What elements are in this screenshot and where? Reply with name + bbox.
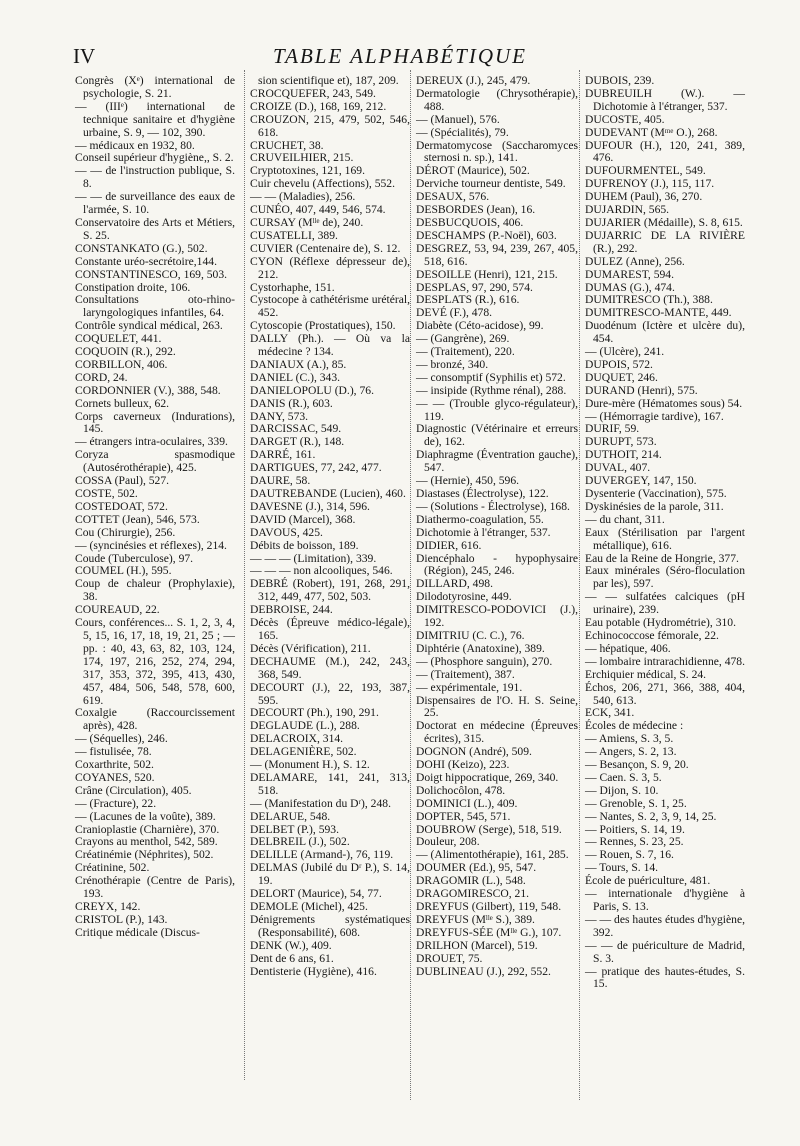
index-entry: — (Alimentothérapie), 161, 285.: [416, 848, 569, 862]
index-entry: Critique médicale (Discus-: [75, 925, 200, 939]
page-header: [0, 44, 800, 78]
index-entry: COQUOIN (R.), 292.: [75, 345, 176, 359]
index-entry: DEMOLE (Michel), 425.: [250, 900, 368, 913]
index-entry: DANIEL (C.), 343.: [250, 370, 341, 384]
index-entry: DOUMER (Ed.), 95, 547.: [416, 861, 537, 875]
index-entry: DUJARDIN, 565.: [585, 203, 670, 217]
index-entry: DIMITRESCO-PODOVICI (J.), 192.: [416, 603, 578, 630]
index-entry: Décès (Vérification), 211.: [250, 641, 371, 655]
index-entry: CONSTANTINESCO, 169, 503.: [75, 267, 228, 281]
index-entry: — — des hautes études d'hygiène, 392.: [585, 912, 745, 939]
index-entry: DAURE, 58.: [250, 474, 311, 488]
index-entry: DANIAUX (A.), 85.: [250, 357, 347, 371]
index-entry: — — de surveillance des eaux de l'armée, S. 10.: [75, 190, 235, 217]
index-entry: DAVID (Marcel), 368.: [250, 512, 356, 526]
index-entry: — (Manuel), 576.: [416, 112, 500, 126]
index-entry: CROUZON, 215, 479, 502, 546, 618.: [250, 112, 410, 139]
index-entry: Dysenterie (Vaccination), 575.: [585, 487, 727, 500]
index-entry: Constante uréo-secrétoire,144.: [75, 254, 217, 268]
index-entry: DUBLINEAU (J.), 292, 552.: [416, 964, 551, 978]
index-entry: DECOURT (Ph.), 190, 291.: [250, 706, 379, 720]
index-entry: DUJARRIC DE LA RIVIÈRE (R.), 292.: [585, 228, 745, 255]
index-entry: Cornets bulleux, 62.: [75, 396, 170, 410]
index-entry: DELAMARE, 141, 241, 313, 518.: [250, 770, 410, 797]
index-entry: DESPLATS (R.), 616.: [416, 293, 520, 307]
index-entry: DESCHAMPS (P.-Noël), 603.: [416, 228, 557, 242]
index-entry: DUFOUR (H.), 120, 241, 389, 476.: [585, 138, 745, 165]
index-entry: Dentisterie (Hygiène), 416.: [250, 964, 377, 978]
index-entry: Contrôle syndical médical, 263.: [75, 319, 223, 333]
index-entry: DESOILLE (Henri), 121, 215.: [416, 267, 558, 281]
index-entry: École de puériculture, 481.: [585, 874, 711, 888]
index-entry: Dyskinésies de la parole, 311.: [585, 499, 724, 513]
index-entry: CORD, 24.: [75, 370, 128, 384]
index-entry: DIDIER, 616.: [416, 538, 482, 552]
index-entry: DREYFUS (Gilbert), 119, 548.: [416, 900, 562, 913]
index-entry: CURSAY (Mˡˡᵉ de), 240.: [250, 215, 364, 229]
index-entry: CUSATELLI, 389.: [250, 228, 338, 242]
column-divider: [244, 70, 245, 1080]
index-entry: CUVIER (Centenaire de), S. 12.: [250, 241, 401, 255]
index-entry: DRAGOMIRESCO, 21.: [416, 887, 530, 901]
index-entry: — (IIIᵉ) international de technique sanitaire et d'hygiène urbaine, S. 9, — 102, 390.: [75, 99, 235, 139]
index-entry: — insipide (Rythme rénal), 288.: [416, 383, 567, 397]
index-entry: DESGREZ, 53, 94, 239, 267, 405, 518, 616.: [416, 241, 578, 268]
index-entry: Dilodotyrosine, 449.: [416, 590, 512, 604]
index-entry: DILLARD, 498.: [416, 577, 493, 591]
index-entry: Coryza spasmodique (Autosérothérapie), 425.: [75, 448, 235, 475]
index-entry: COYANES, 520.: [75, 770, 155, 784]
index-column-3: [416, 75, 578, 978]
index-entry: — Caen. S. 3, 5.: [585, 770, 662, 784]
index-entry: — (Phosphore sanguin), 270.: [416, 654, 553, 668]
index-entry: Cours, conférences... S. 1, 2, 3, 4, 5, 15, 16, 17, 18, 19, 21, 25 ; — pp. : 40, 43, 63, 82, 103, 124, 174, 197, 216, 252, 274, 294, 317, 353, 372, 395, 413, 430, 457, 484, 506, 548, 578, 600, 619.: [75, 616, 235, 707]
index-entry: DESBUCQUOIS, 406.: [416, 215, 524, 229]
index-entry: Dolichocôlon, 478.: [416, 783, 506, 797]
index-entry: DOGNON (André), 509.: [416, 745, 532, 759]
index-entry: DURUPT, 573.: [585, 435, 657, 449]
index-entry: COSTE, 502.: [75, 487, 138, 500]
index-entry: — Dijon, S. 10.: [585, 783, 659, 797]
index-entry: Diastases (Électrolyse), 122.: [416, 487, 549, 500]
index-entry: DEVÉ (F.), 478.: [416, 306, 493, 320]
index-entry: DARRÉ, 161.: [250, 448, 316, 462]
index-entry: Cryptotoxines, 121, 169.: [250, 164, 365, 178]
index-entry: DELAGENIÈRE, 502.: [250, 745, 357, 759]
index-entry: DANY, 573.: [250, 409, 309, 423]
index-entry: DREYFUS (Mˡˡᵉ S.), 389.: [416, 912, 535, 926]
index-entry: Eau de la Reine de Hongrie, 377.: [585, 551, 739, 565]
index-entry: DELBET (P.), 593.: [250, 822, 339, 836]
index-entry: DELMAS (Jubilé du Dʳ P.), S. 14, 19.: [250, 861, 410, 888]
index-entry: Cytoscopie (Prostatiques), 150.: [250, 319, 396, 333]
index-entry: DANIS (R.), 603.: [250, 396, 333, 410]
index-entry: — — — (Limitation), 339.: [250, 551, 377, 565]
index-entry: DUHEM (Paul), 36, 270.: [585, 190, 703, 204]
index-entry: — (Spécialités), 79.: [416, 125, 509, 139]
index-entry: COSTEDOAT, 572.: [75, 499, 168, 513]
index-entry: Diagnostic (Vétérinaire et erreurs de), 162.: [416, 422, 578, 449]
index-entry: DELILLE (Armand-), 76, 119.: [250, 848, 394, 862]
index-entry: DRILHON (Marcel), 519.: [416, 938, 538, 952]
index-entry: Consultations oto-rhino-laryngologiques infantiles, 64.: [75, 293, 235, 320]
index-entry: — — de puériculture de Madrid, S. 3.: [585, 938, 745, 965]
index-entry: — (Ulcère), 241.: [585, 345, 665, 359]
index-entry: DEREUX (J.), 245, 479.: [416, 74, 531, 87]
index-entry: — fistulisée, 78.: [75, 745, 152, 759]
index-entry: — du chant, 311.: [585, 512, 665, 526]
index-entry: — (Fracture), 22.: [75, 796, 157, 810]
index-entry: — — (Maladies), 256.: [250, 190, 356, 204]
index-entry: DARGET (R.), 148.: [250, 435, 345, 449]
index-entry: — étrangers intra-oculaires, 339.: [75, 435, 228, 449]
index-entry: Derviche tourneur dentiste, 549.: [416, 177, 566, 191]
index-entry: Cystorhaphe, 151.: [250, 280, 335, 294]
index-entry: — (Hémorragie tardive), 167.: [585, 409, 724, 423]
index-entry: DÉROT (Maurice), 502.: [416, 164, 530, 178]
index-entry: Echinococcose fémorale, 22.: [585, 628, 719, 642]
index-entry: — Amiens, S. 3, 5.: [585, 732, 674, 746]
index-entry: Dermatologie (Chrysothérapie), 488.: [416, 86, 578, 113]
index-entry: — Nantes, S. 2, 3, 9, 14, 25.: [585, 809, 717, 823]
index-entry: Diphtérie (Anatoxine), 389.: [416, 641, 545, 655]
index-entry: DUBOIS, 239.: [585, 74, 655, 87]
index-entry: — médicaux en 1932, 80.: [75, 138, 195, 152]
index-entry: DUFRENOY (J.), 115, 117.: [585, 177, 715, 191]
index-entry: — (syncinésies et réflexes), 214.: [75, 538, 227, 552]
column-divider: [579, 70, 580, 1100]
index-entry: Diaphragme (Éventration gauche), 547.: [416, 448, 578, 475]
index-entry: Corps caverneux (Indurations), 145.: [75, 409, 235, 436]
index-entry: Diathermo-coagulation, 55.: [416, 512, 544, 526]
index-entry: Cou (Chirurgie), 256.: [75, 525, 176, 539]
index-entry: — Tours, S. 14.: [585, 861, 659, 875]
column-divider: [410, 70, 411, 1100]
index-entry: Échos, 206, 271, 366, 388, 404, 540, 613.: [585, 680, 745, 707]
index-entry: CREYX, 142.: [75, 900, 141, 913]
index-entry: DUTHOIT, 214.: [585, 448, 662, 462]
index-entry: Écoles de médecine :: [585, 719, 684, 733]
index-entry: DUJARIER (Médaille), S. 8, 615.: [585, 215, 743, 229]
index-entry: Débits de boisson, 189.: [250, 538, 359, 552]
index-entry: CUNÉO, 407, 449, 546, 574.: [250, 203, 386, 217]
index-entry: DEBROISE, 244.: [250, 603, 333, 617]
index-entry: DELBREIL (J.), 502.: [250, 835, 350, 849]
index-entry: Dure-mère (Hématomes sous) 54.: [585, 396, 743, 410]
index-entry: Dermatomycose (Saccharomyces sternosi n. sp.), 141.: [416, 138, 578, 165]
index-entry: — (Traitement), 387.: [416, 667, 515, 681]
index-entry: DELACROIX, 314.: [250, 732, 344, 746]
index-entry: Crayons au menthol, 542, 589.: [75, 835, 218, 849]
index-entry: DROUET, 75.: [416, 951, 483, 965]
index-entry: DOUBROW (Serge), 518, 519.: [416, 822, 562, 836]
index-entry: COUREAUD, 22.: [75, 603, 160, 617]
index-entry: Conservatoire des Arts et Métiers, S. 25.: [75, 215, 235, 242]
index-entry: Doctorat en médecine (Épreuves écrites), 315.: [416, 719, 578, 746]
index-entry: DUFOURMENTEL, 549.: [585, 164, 706, 178]
index-entry: CRUCHET, 38.: [250, 138, 324, 152]
index-entry: CONSTANKATO (G.), 502.: [75, 241, 208, 255]
index-entry: COSSA (Paul), 527.: [75, 474, 170, 488]
index-entry: Doigt hippocratique, 269, 340.: [416, 770, 559, 784]
index-entry: — — — non alcooliques, 546.: [250, 564, 393, 578]
index-entry: DENK (W.), 409.: [250, 938, 332, 952]
index-entry: Coude (Tuberculose), 97.: [75, 551, 194, 565]
index-entry: Créatinémie (Néphrites), 502.: [75, 848, 214, 862]
index-entry: DUMITRESCO-MANTE, 449.: [585, 306, 732, 320]
index-entry: DUMITRESCO (Th.), 388.: [585, 293, 713, 307]
index-entry: — internationale d'hygiène à Paris, S. 13.: [585, 887, 745, 913]
index-entry: DULEZ (Anne), 256.: [585, 254, 685, 268]
index-entry: Coxarthrite, 502.: [75, 758, 154, 772]
index-entry: DEGLAUDE (L.), 288.: [250, 719, 360, 733]
index-entry: DUDEVANT (Mᵐᵉ O.), 268.: [585, 125, 718, 139]
index-entry: CYON (Réflexe dépresseur de), 212.: [250, 254, 410, 281]
index-entry: Eaux (Stérilisation par l'argent métallique), 616.: [585, 525, 745, 552]
index-entry: Cranioplastie (Charnière), 370.: [75, 822, 220, 836]
index-entry: Duodénum (Ictère et ulcère du), 454.: [585, 319, 745, 346]
index-entry: sion scientifique et), 187, 209.: [258, 74, 399, 87]
index-entry: Coup de chaleur (Prophylaxie), 38.: [75, 577, 235, 604]
index-entry: CRISTOL (P.), 143.: [75, 912, 168, 926]
index-entry: DUQUET, 246.: [585, 370, 658, 384]
index-entry: Crénothérapie (Centre de Paris), 193.: [75, 874, 235, 901]
index-entry: ECK, 341.: [585, 706, 635, 720]
index-entry: Décès (Épreuve médico-légale), 165.: [250, 616, 410, 642]
index-entry: DUMAS (G.), 474.: [585, 280, 675, 294]
index-entry: DESPLAS, 97, 290, 574.: [416, 280, 533, 294]
index-entry: — Rouen, S. 7, 16.: [585, 848, 674, 862]
index-entry: DOMINICI (L.), 409.: [416, 796, 518, 810]
index-entry: — Poitiers, S. 14, 19.: [585, 822, 685, 836]
index-entry: — lombaire intrarachidienne, 478.: [585, 654, 746, 668]
index-entry: DAVESNE (J.), 314, 596.: [250, 499, 370, 513]
index-entry: Erchiquier médical, S. 24.: [585, 667, 707, 681]
index-entry: DUCOSTE, 405.: [585, 112, 665, 126]
index-entry: DREYFUS-SÉE (Mˡˡᵉ G.), 107.: [416, 925, 562, 939]
index-entry: — (Manifestation du Dʳ), 248.: [250, 796, 391, 810]
index-entry: DUVAL, 407.: [585, 461, 651, 475]
index-entry: — Besançon, S. 9, 20.: [585, 758, 689, 772]
index-column-4: [585, 75, 745, 991]
index-entry: — bronzé, 340.: [416, 357, 489, 371]
index-entry: — Grenoble, S. 1, 25.: [585, 796, 687, 810]
index-entry: DUMAREST, 594.: [585, 267, 674, 281]
index-entry: Coxalgie (Raccourcissement après), 428.: [75, 706, 235, 733]
index-entry: — expérimentale, 191.: [416, 680, 523, 694]
index-entry: DURAND (Henri), 575.: [585, 383, 698, 397]
index-entry: DECOURT (J.), 22, 193, 387, 595.: [250, 680, 410, 707]
index-entry: COUMEL (H.), 595.: [75, 564, 172, 578]
index-entry: DAUTREBANDE (Lucien), 460.: [250, 487, 406, 500]
index-entry: DUBREUILH (W.). — Dichotomie à l'étranger, 537.: [585, 86, 745, 113]
index-column-1: [75, 75, 235, 940]
index-entry: DUVERGEY, 147, 150.: [585, 474, 697, 488]
index-entry: — (Hernie), 450, 596.: [416, 474, 520, 488]
index-entry: DAVOUS, 425.: [250, 525, 323, 539]
index-entry: DANIELOPOLU (D.), 76.: [250, 383, 374, 397]
index-entry: Constipation droite, 106.: [75, 280, 191, 294]
index-entry: DOPTER, 545, 571.: [416, 809, 511, 823]
index-entry: — (Gangrène), 269.: [416, 332, 510, 346]
index-column-2: [250, 75, 410, 978]
index-entry: — — sulfatées calciques (pH urinaire), 239.: [585, 590, 745, 617]
page-title: TABLE ALPHABÉTIQUE: [273, 44, 527, 68]
index-entry: DOHI (Keizo), 223.: [416, 758, 510, 772]
index-entry: DESBORDES (Jean), 16.: [416, 203, 536, 217]
index-entry: Dent de 6 ans, 61.: [250, 951, 334, 965]
index-entry: CORDONNIER (V.), 388, 548.: [75, 383, 221, 397]
index-entry: — Rennes, S. 23, 25.: [585, 835, 684, 849]
page-number: IV: [73, 44, 96, 68]
index-entry: DESAUX, 576.: [416, 190, 490, 204]
index-entry: CORBILLON, 406.: [75, 357, 168, 371]
index-entry: Diabète (Céto-acidose), 99.: [416, 319, 544, 333]
index-entry: — consomptif (Syphilis et) 572.: [416, 370, 566, 384]
index-entry: — (Monument H.), S. 12.: [250, 758, 370, 772]
index-entry: CROIZE (D.), 168, 169, 212.: [250, 99, 387, 113]
index-entry: Créatinine, 502.: [75, 861, 150, 875]
index-entry: — (Traitement), 220.: [416, 345, 515, 359]
index-entry: Congrès (Xᵉ) international de psychologie, S. 21.: [75, 74, 235, 100]
index-entry: DELARUE, 548.: [250, 809, 331, 823]
index-entry: Douleur, 208.: [416, 835, 480, 849]
index-entry: — hépatique, 406.: [585, 641, 671, 655]
index-entry: CROCQUEFER, 243, 549.: [250, 86, 376, 100]
index-entry: DRAGOMIR (L.), 548.: [416, 874, 526, 888]
index-entry: DARCISSAC, 549.: [250, 422, 342, 436]
index-entry: Cuir chevelu (Affections), 552.: [250, 177, 395, 191]
index-entry: — (Séquelles), 246.: [75, 732, 168, 746]
index-entry: — — (Trouble glyco-régulateur), 119.: [416, 396, 578, 423]
index-entry: COQUELET, 441.: [75, 332, 162, 346]
index-entry: Cystocope à cathétérisme urétéral, 452.: [250, 293, 410, 320]
index-entry: — — de l'instruction publique, S. 8.: [75, 164, 235, 191]
index-entry: — Angers, S. 2, 13.: [585, 745, 677, 759]
index-entry: Dénigrements systématiques (Responsabilité), 608.: [250, 912, 410, 939]
index-entry: DECHAUME (M.), 242, 243, 368, 549.: [250, 654, 410, 681]
index-entry: CRUVEILHIER, 215.: [250, 151, 354, 165]
index-entry: DURIF, 59.: [585, 422, 640, 436]
index-entry: Dichotomie à l'étranger, 537.: [416, 525, 551, 539]
index-entry: DIMITRIU (C. C.), 76.: [416, 628, 525, 642]
index-entry: DELORT (Maurice), 54, 77.: [250, 887, 382, 901]
index-entry: — pratique des hautes-études, S. 15.: [585, 964, 745, 991]
index-entry: Eaux minérales (Séro-floculation par les), 597.: [585, 564, 745, 591]
index-entry: Conseil supérieur d'hygiène,, S. 2.: [75, 151, 234, 165]
index-entry: COTTET (Jean), 546, 573.: [75, 512, 200, 526]
index-entry: — (Lacunes de la voûte), 389.: [75, 809, 216, 823]
index-entry: DEBRÉ (Robert), 191, 268, 291, 312, 449, 477, 502, 503.: [250, 577, 410, 604]
index-entry: Crâne (Circulation), 405.: [75, 783, 192, 797]
index-entry: DALLY (Ph.). — Où va la médecine ? 134.: [250, 332, 410, 359]
index-entry: Eau potable (Hydrométrie), 310.: [585, 616, 736, 630]
index-entry: Dispensaires de l'O. H. S. Seine, 25.: [416, 693, 578, 720]
index-entry: DARTIGUES, 77, 242, 477.: [250, 461, 382, 475]
index-entry: — (Solutions - Électrolyse), 168.: [416, 499, 570, 513]
index-entry: DUPOIS, 572.: [585, 357, 653, 371]
index-entry: Diencéphalo - hypophysaire (Région), 245, 246.: [416, 551, 578, 578]
